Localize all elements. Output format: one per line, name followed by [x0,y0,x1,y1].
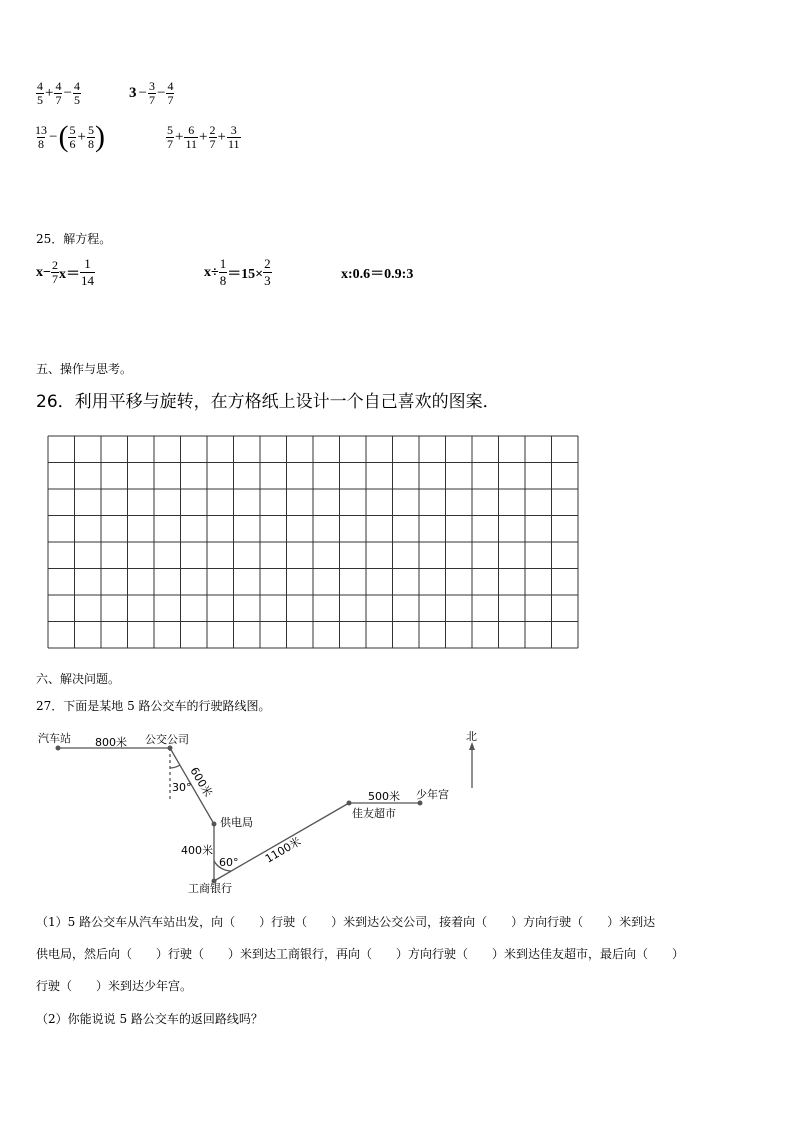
fraction [87,124,95,151]
label-angle-30: 30° [172,781,192,794]
right-parenthesis: ) [94,120,105,153]
numerator: 2 [264,256,271,271]
denominator: 8 [219,273,227,288]
question-25-title: 25．解方程。 [36,232,112,246]
denominator: 7 [167,137,173,151]
denominator: 3 [264,273,271,288]
label-youth-palace: 少年宫 [416,788,449,801]
numerator: 2 [209,123,216,137]
numerator: 5 [167,123,173,137]
numerator: 6 [188,123,195,137]
denominator: 6 [69,136,76,151]
fraction [73,80,81,107]
denominator: 11 [185,137,198,151]
question-line: 供电局，然后向（ ）行驶（ ）米到达工商银行，再向（ ）方向行驶（ ）米到达佳友超市，最后向（ ） [36,947,685,961]
stop-dot [56,746,61,751]
numerator: 4 [55,79,62,93]
label-dist-800: 800米 [95,736,127,749]
denominator: 7 [209,137,216,151]
calc-expression-3 [34,122,105,152]
fraction [263,256,272,289]
equation-2 [204,256,272,289]
denominator: 8 [38,136,44,151]
label-power-bureau: 供电局 [220,816,253,829]
equation-part: ＝15× [227,266,264,282]
angle-30-arc [170,765,180,768]
stop-dot [418,801,423,806]
question-27: 27．下面是某地 5 路公交车的行驶路线图。 [36,699,271,713]
operator: + [175,129,184,145]
denominator: 11 [227,137,240,151]
fraction [54,80,62,107]
numerator: 4 [37,79,43,93]
section-6-heading: 六、解决问题。 [36,672,121,686]
operator: − [49,128,58,145]
stop-dot [168,746,173,751]
denominator: 14 [80,273,94,288]
fraction [148,80,156,107]
left-parenthesis: ( [58,120,69,153]
stop-dot [212,822,217,827]
fraction [219,256,228,289]
numerator: 3 [230,123,237,137]
fraction [68,124,76,151]
denominator: 5 [73,93,80,107]
route-segment-bank-market [214,803,349,881]
fraction [227,124,241,151]
numerator: 3 [148,79,155,93]
operator: + [199,129,208,145]
fraction [80,256,95,289]
denominator: 7 [51,272,58,286]
fraction [34,124,48,151]
denominator: 7 [148,93,155,107]
question-26: 26．利用平移与旋转，在方格纸上设计一个自己喜欢的图案． [36,392,500,412]
fraction [36,80,44,107]
label-bus-station: 汽车站 [38,732,71,745]
label-angle-60: 60° [219,856,239,869]
north-arrow-icon [469,742,475,750]
equation-part: x＝ [58,266,80,282]
numerator: 5 [69,122,76,137]
fraction [184,124,198,151]
fraction [166,124,174,151]
grid-paper[interactable] [47,435,579,649]
question-27-part-1 [36,906,766,1002]
denominator: 7 [55,93,62,107]
equation-3: x:0.6＝0.9:3 [341,267,414,282]
label-bus-company: 公交公司 [145,733,189,746]
operator: − [138,85,147,101]
numerator: 1 [219,256,227,271]
operator: + [45,85,54,101]
fraction [166,80,174,107]
label-dist-600: 600米 [187,765,215,800]
calc-expression-1 [36,80,81,107]
operator: + [77,128,86,145]
label-jiayou-market: 佳友超市 [352,807,396,820]
denominator: 7 [167,93,174,107]
operand: 3 [129,85,137,101]
calc-expression-2 [128,80,174,107]
calc-expression-4 [166,124,241,151]
numerator: 2 [51,258,58,272]
operator: + [217,129,226,145]
route-map [0,720,794,905]
operator: − [156,85,166,101]
numerator: 4 [73,79,80,93]
numerator: 5 [87,122,94,137]
numerator: 4 [167,79,174,93]
equation-part: x− [36,264,51,280]
section-5-heading: 五、操作与思考。 [36,362,133,376]
question-line: （1）5 路公交车从汽车站出发，向（ ）行驶（ ）米到达公交公司，接着向（ ）方向行驶（ ）米到达 [36,915,656,929]
label-north: 北 [466,730,477,743]
question-27-part-2: （2）你能说说 5 路公交车的返回路线吗？ [36,1012,263,1026]
question-line: 行驶（ ）米到达少年宫。 [36,979,193,993]
denominator: 8 [87,136,94,151]
equation-part: x÷ [204,264,219,280]
equation-1 [36,256,95,289]
fraction [209,124,217,151]
label-dist-1100: 1100米 [263,834,304,866]
label-icbc: 工商银行 [188,882,232,895]
numerator: 13 [35,122,47,137]
stop-dot [347,801,352,806]
fraction [51,259,59,286]
label-dist-500: 500米 [368,790,400,803]
operator: − [63,85,72,101]
denominator: 5 [37,93,43,107]
numerator: 1 [84,256,91,271]
label-dist-400: 400米 [181,844,213,857]
